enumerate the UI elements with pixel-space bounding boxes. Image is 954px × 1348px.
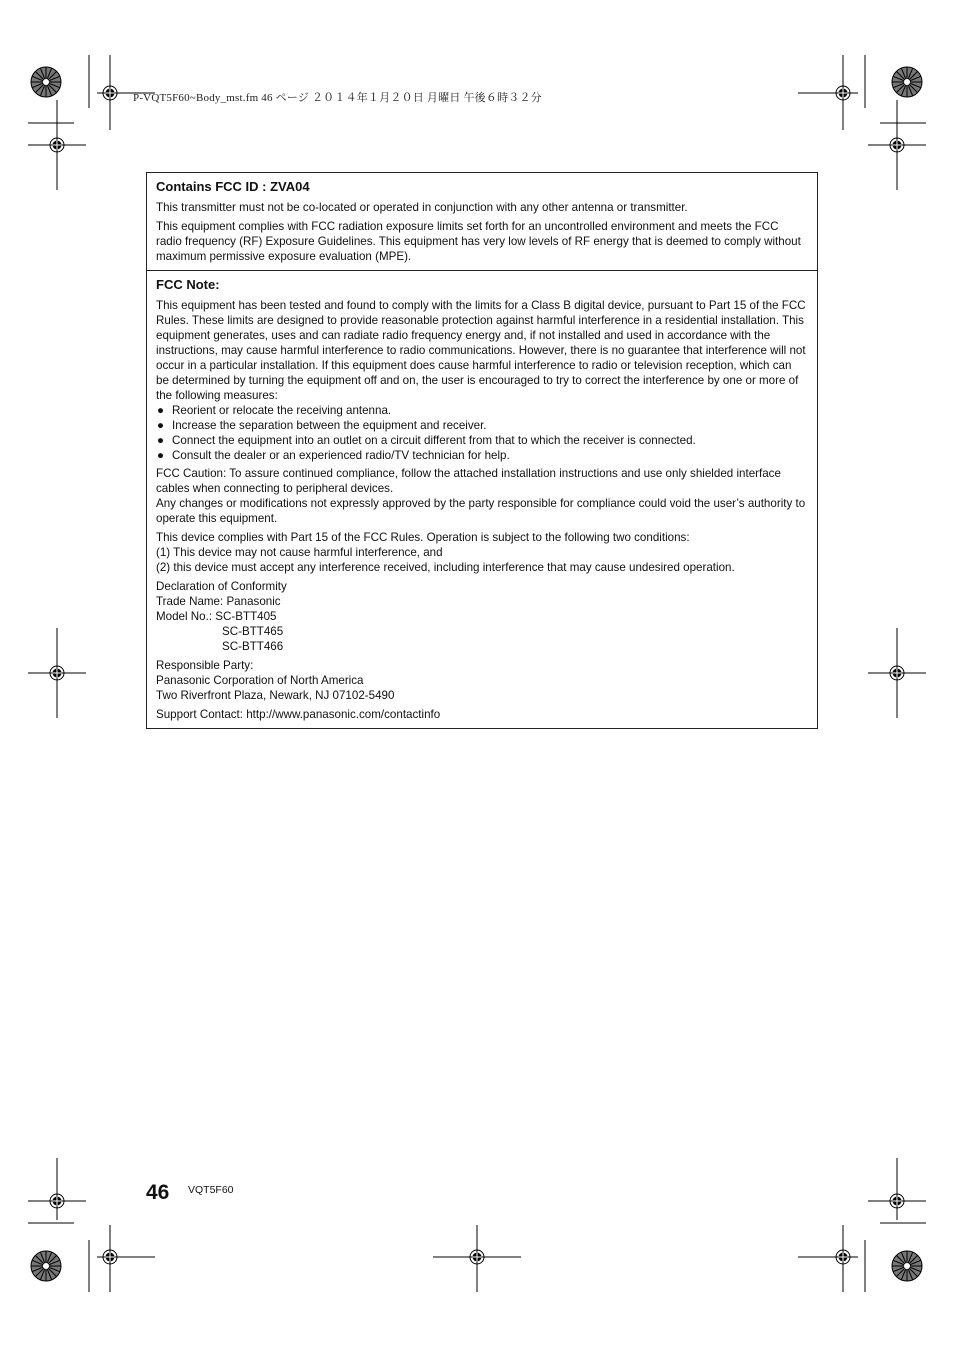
model-number-3: SC-BTT466 — [222, 640, 284, 653]
modifications-paragraph: Any changes or modifications not expressly approved by the party responsible for compliance could void the user’s authority to operate this equipment. — [156, 497, 806, 525]
bullet-dot-icon: ● — [157, 419, 165, 432]
colocation-paragraph: This transmitter must not be co-located or operated in conjunction with any other antenna or transmitter. — [156, 201, 688, 214]
fcc-compliance-box — [146, 172, 818, 729]
support-contact: Support Contact: http://www.panasonic.com/contactinfo — [156, 708, 441, 721]
list-item: ● Increase the separation between the equipment and receiver. — [157, 419, 487, 432]
fcc-caution-paragraph: FCC Caution: To assure continued compliance, follow the attached installation instructions and use only shielded interface cables when connecting to peripheral devices. — [156, 467, 781, 495]
trade-name: Trade Name: Panasonic — [156, 595, 281, 608]
fcc-id-title: Contains FCC ID : ZVA04 — [156, 179, 310, 194]
model-number: Model No.: SC-BTT405 — [156, 610, 277, 623]
responsible-party-label: Responsible Party: — [156, 659, 254, 672]
part15-intro: This device complies with Part 15 of the FCC Rules. Operation is subject to the following two conditions: — [156, 531, 690, 544]
page-number: 46 — [146, 1181, 170, 1204]
interference-measures-list — [156, 403, 807, 463]
bullet-dot-icon: ● — [157, 449, 165, 462]
responsible-company: Panasonic Corporation of North America — [156, 674, 364, 687]
condition-2: (2) this device must accept any interference received, including interference that may cause undesired operation. — [156, 561, 735, 574]
declaration-of-conformity: Declaration of Conformity — [156, 580, 287, 593]
list-item: ● Reorient or relocate the receiving antenna. — [157, 404, 392, 417]
class-b-intro-paragraph: This equipment has been tested and found to comply with the limits for a Class B digital device, pursuant to Part 15 of the FCC Rules. These limits are designed to provide reasonable protection against harmful interference in a residential installation. This equipment generates, uses and can radiate radio frequency energy and, if not installed and used in accordance with the instructions, may cause harmful interference to radio communications. However, there is no guarantee that interference will not occur in a particular installation. If this equipment does cause harmful interference to radio or television reception, which can be determined by turning the equipment off and on, the user is encouraged to try to correct the interference by one or more of the following measures: — [156, 299, 806, 402]
condition-1: (1) This device may not cause harmful interference, and — [156, 546, 443, 559]
list-item: ● Consult the dealer or an experienced radio/TV technician for help. — [157, 449, 510, 462]
list-item: ● Connect the equipment into an outlet on a circuit different from that to which the receiver is connected. — [157, 434, 696, 447]
fcc-note-section — [147, 270, 817, 728]
fcc-note-title: FCC Note: — [156, 277, 220, 292]
print-file-header: P-VQT5F60~Body_mst.fm 46 ページ ２０１４年１月２０日 月曜日 午後６時３２分 — [133, 92, 542, 104]
model-number-2: SC-BTT465 — [222, 625, 284, 638]
rf-exposure-paragraph: This equipment complies with FCC radiation exposure limits set forth for an uncontrolled environment and meets the FCC radio frequency (RF) Exposure Guidelines. This equipment has very low levels of RF energy that is deemed to comply without maximum permissive exposure evaluation (MPE). — [156, 220, 801, 263]
fcc-id-section — [147, 173, 817, 270]
bullet-dot-icon: ● — [157, 404, 165, 417]
responsible-address: Two Riverfront Plaza, Newark, NJ 07102-5490 — [156, 689, 395, 702]
document-code: VQT5F60 — [188, 1184, 234, 1196]
bullet-dot-icon: ● — [157, 434, 165, 447]
